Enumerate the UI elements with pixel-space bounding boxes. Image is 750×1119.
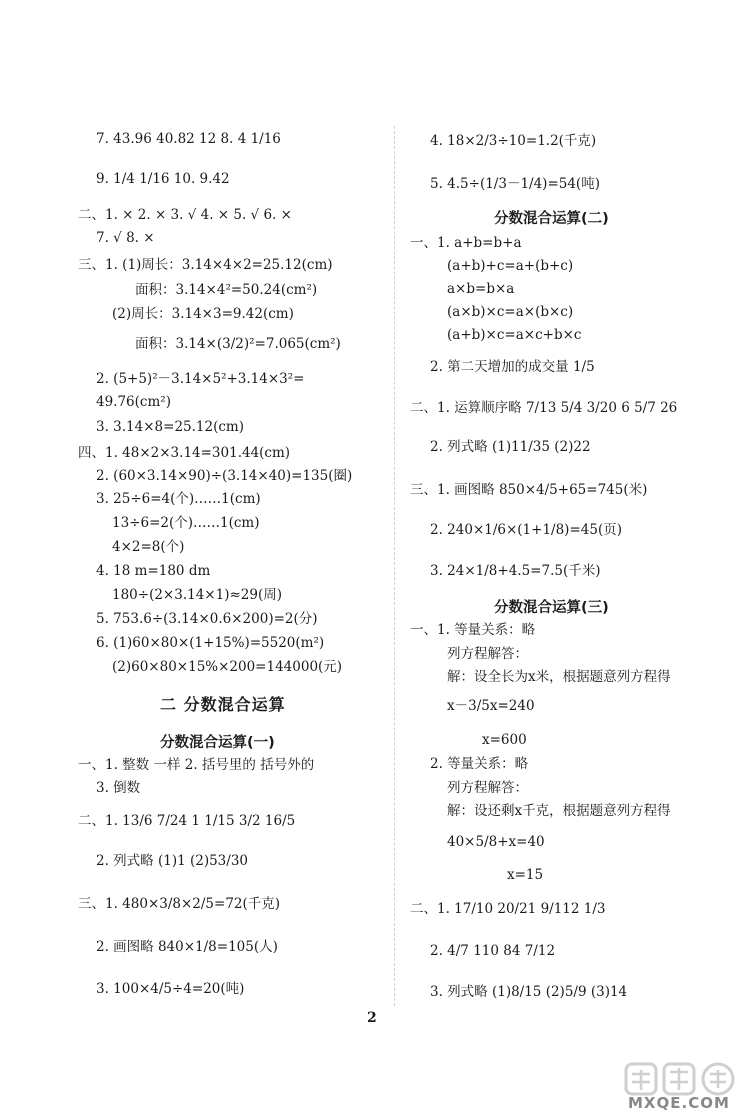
answer-line: 三、1. (1)周长：3.14×4×2=25.12(cm) bbox=[78, 257, 333, 273]
answer-line: 2. (60×3.14×90)÷(3.14×40)=135(圈) bbox=[96, 468, 353, 484]
answer-line: 二、1. 运算顺序略 7/13 5/4 3/20 6 5/7 26 bbox=[410, 400, 678, 416]
answer-line: 3. 3.14×8=25.12(cm) bbox=[96, 419, 244, 435]
answer-line: 4. 18×2/3÷10=1.2(千克) bbox=[430, 133, 597, 149]
section-heading: 分数混合运算(二) bbox=[494, 211, 609, 227]
section-heading: 分数混合运算(一) bbox=[160, 735, 275, 751]
answer-line: 面积：3.14×4²=50.24(cm²) bbox=[135, 282, 318, 298]
answer-line: 3. 倒数 bbox=[96, 780, 141, 796]
answer-line: 7. √ 8. × bbox=[96, 230, 155, 246]
answer-line: 4. 18 m=180 dm bbox=[96, 563, 211, 579]
answer-line: 面积：3.14×(3/2)²=7.065(cm²) bbox=[135, 336, 341, 352]
answer-line: (2)周长：3.14×3=9.42(cm) bbox=[112, 306, 294, 322]
answer-line: x－3/5x=240 bbox=[447, 698, 535, 714]
answer-line: 2. 列式略 (1)11/35 (2)22 bbox=[430, 439, 591, 455]
answer-line: 9. 1/4 1/16 10. 9.42 bbox=[96, 171, 230, 187]
answer-line: 3. 25÷6=4(个)……1(cm) bbox=[96, 491, 261, 507]
answer-line: 3. 100×4/5÷4=20(吨) bbox=[96, 981, 245, 997]
answer-line: 7. 43.96 40.82 12 8. 4 1/16 bbox=[96, 131, 281, 147]
answer-line: 一、1. a+b=b+a bbox=[410, 235, 522, 251]
answer-line: 180÷(2×3.14×1)≈29(周) bbox=[112, 587, 282, 603]
answer-line: 5. 753.6÷(3.14×0.6×200)=2(分) bbox=[96, 611, 318, 627]
answer-line: 4×2=8(个) bbox=[112, 539, 185, 555]
answer-line: (a+b)+c=a+(b+c) bbox=[447, 258, 574, 274]
answer-line: 2. 等量关系：略 bbox=[430, 756, 529, 772]
answer-line: 一、1. 整数 一样 2. 括号里的 括号外的 bbox=[78, 757, 315, 773]
answer-line: 二、1. 13/6 7/24 1 1/15 3/2 16/5 bbox=[78, 813, 296, 829]
answer-line: 13÷6=2(个)……1(cm) bbox=[112, 515, 260, 531]
answer-line: 列方程解答： bbox=[447, 646, 528, 662]
answer-line: 列方程解答： bbox=[447, 780, 528, 796]
answer-line: (2)60×80×15%×200=144000(元) bbox=[112, 659, 343, 675]
answer-line: 49.76(cm²) bbox=[96, 394, 171, 410]
answer-line: 5. 4.5÷(1/3－1/4)=54(吨) bbox=[430, 176, 600, 192]
answer-line: a×b=b×a bbox=[447, 281, 515, 297]
chapter-heading: 二 分数混合运算 bbox=[160, 695, 286, 714]
answer-line: (a+b)×c=a×c+b×c bbox=[447, 327, 582, 343]
answer-line: 2. 240×1/6×(1+1/8)=45(页) bbox=[430, 522, 622, 538]
answer-line: 2. 画图略 840×1/8=105(人) bbox=[96, 939, 278, 955]
section-heading: 分数混合运算(三) bbox=[494, 600, 609, 616]
answer-line: x=15 bbox=[507, 867, 544, 883]
answer-line: 二、1. × 2. × 3. √ 4. × 5. √ 6. × bbox=[78, 207, 292, 223]
answer-line: 三、1. 480×3/8×2/5=72(千克) bbox=[78, 896, 281, 912]
answer-line: 2. (5+5)²－3.14×5²+3.14×3²= bbox=[96, 371, 305, 387]
answer-line: 解：设全长为x米，根据题意列方程得 bbox=[447, 669, 671, 685]
answer-line: 解：设还剩x千克，根据题意列方程得 bbox=[447, 803, 671, 819]
answer-line: 四、1. 48×2×3.14=301.44(cm) bbox=[78, 445, 291, 461]
answer-line: 3. 列式略 (1)8/15 (2)5/9 (3)14 bbox=[430, 984, 628, 1000]
answer-line: 3. 24×1/8+4.5=7.5(千米) bbox=[430, 563, 601, 579]
answer-line: 2. 第二天增加的成交量 1/5 bbox=[430, 359, 595, 375]
answer-line: 二、1. 17/10 20/21 9/112 1/3 bbox=[410, 901, 606, 917]
answer-line: 40×5/8+x=40 bbox=[447, 834, 545, 850]
answer-line: 2. 4/7 110 84 7/12 bbox=[430, 943, 556, 959]
answer-line: 6. (1)60×80×(1+15%)=5520(m²) bbox=[96, 635, 325, 651]
answer-line: 三、1. 画图略 850×4/5+65=745(米) bbox=[410, 482, 648, 498]
column-divider bbox=[394, 126, 395, 1006]
answer-line: 2. 列式略 (1)1 (2)53/30 bbox=[96, 853, 248, 869]
watermark-text: MXQE.COM bbox=[628, 1094, 730, 1112]
answer-line: 一、1. 等量关系：略 bbox=[410, 622, 536, 638]
answer-line: x=600 bbox=[482, 732, 527, 748]
page-number: 2 bbox=[367, 1010, 377, 1026]
answer-line: (a×b)×c=a×(b×c) bbox=[447, 304, 574, 320]
